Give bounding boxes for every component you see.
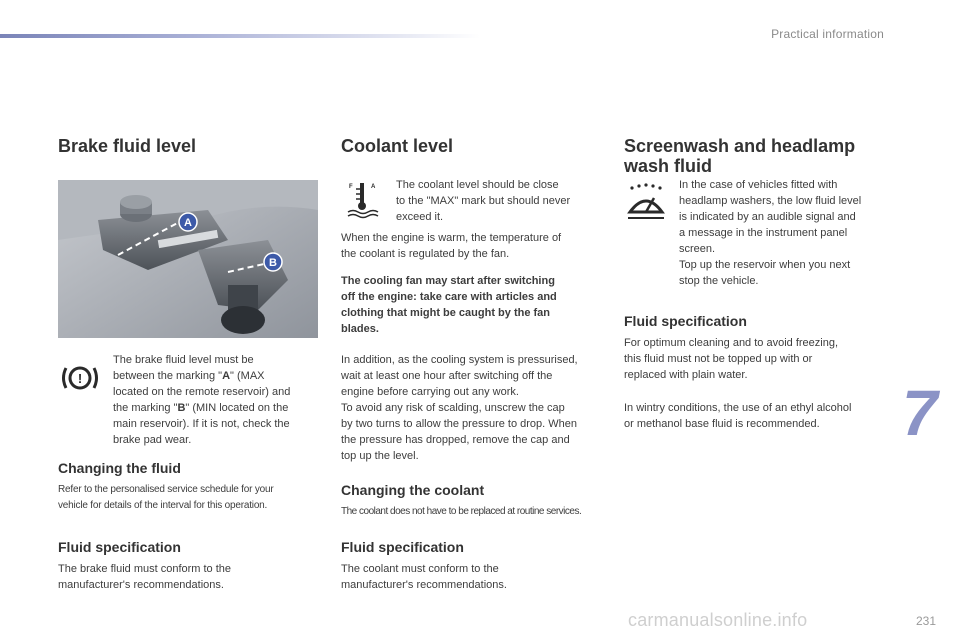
brake-change-title: Changing the fluid: [58, 460, 181, 476]
coolant-spec-title: Fluid specification: [341, 539, 464, 555]
svg-text:!: !: [77, 371, 83, 386]
brake-reservoir-photo: [58, 180, 318, 338]
screenwash-title: Screenwash and headlamp wash fluid: [624, 136, 856, 176]
coolant-temperature-icon: [342, 177, 382, 226]
svg-text:A: A: [371, 184, 376, 190]
brake-spec-title: Fluid specification: [58, 539, 181, 555]
screenwash-icon: [624, 182, 668, 227]
coolant-change-title: Changing the coolant: [341, 482, 485, 498]
screenwash-winter-text: In wintry conditions, the use of an ethyl alcohol or methanol base fluid is recommended.: [624, 402, 852, 430]
screenwash-description: In the case of vehicles fitted with headlamp washers, the low fluid level is indicated by an audible signal and a message in the instrument panel screen. Top up the reservoir when you next stop the vehicle.: [679, 179, 862, 287]
coolant-pressure-text: In addition, as the cooling system is pressurised, wait at least one hour after switching off the engine before carrying out any work. To avoid any risk of scalding, unscrew the cap by two turns to allow the pressure to drop. When the pressure has dropped, remove the cap and top up the level.: [341, 354, 578, 462]
coolant-intro: The coolant level should be close to the "MAX" mark but should never exceed it.: [396, 179, 571, 223]
section-label: Practical information: [771, 27, 884, 41]
svg-text:F: F: [349, 184, 353, 190]
chapter-number: 7: [902, 377, 938, 449]
watermark: carmanualsonline.info: [628, 610, 808, 630]
header-accent-bar: [0, 34, 480, 38]
coolant-fan-warning: The cooling fan may start after switching off the engine: take care with articles and clothing that might be caught by the fan blades.: [341, 275, 557, 335]
page-number: 231: [916, 614, 937, 628]
svg-text:A: A: [184, 217, 192, 229]
brake-description: The brake fluid level must be between the marking "A" (MAX located on the remote reservoir) and the marking "B" (MIN located on the main reservoir). If it is not, check the brake pad wear.: [113, 354, 291, 446]
screenwash-spec-text: For optimum cleaning and to avoid freezing, this fluid must not be topped up with or replaced with plain water.: [624, 337, 839, 381]
brake-title: Brake fluid level: [58, 136, 197, 156]
brake-spec-text: The brake fluid must conform to the manufacturer's recommendations.: [58, 563, 232, 591]
coolant-warm-text: When the engine is warm, the temperature of the coolant is regulated by the fan.: [341, 232, 562, 260]
coolant-spec-text: The coolant must conform to the manufacturer's recommendations.: [341, 563, 507, 591]
coolant-change-text: The coolant does not have to be replaced at routine services.: [341, 506, 582, 517]
svg-text:B: B: [269, 257, 277, 269]
screenwash-spec-title: Fluid specification: [624, 313, 747, 329]
brake-change-text: Refer to the personalised service schedule for your vehicle for details of the interval for this operation.: [58, 484, 274, 511]
coolant-title: Coolant level: [341, 136, 454, 156]
brake-warning-icon: [60, 362, 100, 399]
